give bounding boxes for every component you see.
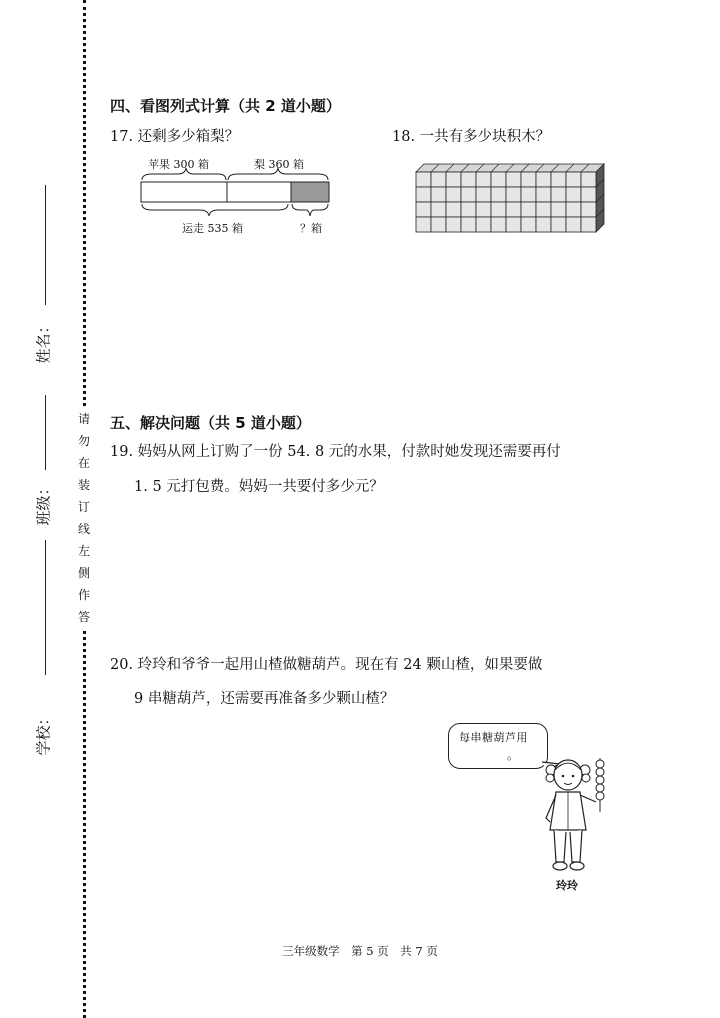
- block-cell: [521, 187, 536, 202]
- block-cell: [521, 202, 536, 217]
- block-cell: [506, 172, 521, 187]
- warning-char: 请: [77, 412, 90, 426]
- binding-warning: [70, 408, 98, 628]
- block-cell: [536, 172, 551, 187]
- block-cell: [551, 172, 566, 187]
- block-cell: [461, 202, 476, 217]
- warning-char: 侧: [77, 566, 90, 580]
- warning-char: 勿: [77, 434, 90, 448]
- block-cell: [521, 217, 536, 232]
- section4-title: 四、看图列式计算（共 2 道小题）: [110, 97, 341, 115]
- section5-title: 五、解决问题（共 5 道小题）: [110, 414, 311, 432]
- block-cell: [416, 217, 431, 232]
- unknown-label: ？箱: [300, 222, 322, 235]
- block-cell: [551, 202, 566, 217]
- block-cell: [416, 202, 431, 217]
- q17-diagram: [130, 152, 340, 242]
- block-cell: [506, 217, 521, 232]
- q20-line1: 20. 玲玲和爷爷一起用山楂做糖葫芦。现在有 24 颗山楂，如果要做: [110, 657, 543, 673]
- warning-char: 线: [77, 522, 90, 536]
- block-cell: [491, 202, 506, 217]
- block-cell: [551, 187, 566, 202]
- block-cell: [521, 172, 536, 187]
- name-label: 姓名：: [34, 318, 53, 364]
- block-cell: [491, 217, 506, 232]
- q18-text: 18. 一共有多少块积木？: [392, 129, 551, 145]
- block-cell: [446, 187, 461, 202]
- warning-char: 装: [77, 478, 90, 492]
- q19-line1: 19. 妈妈从网上订购了一份 54. 8 元的水果，付款时她发现还需要再付: [110, 444, 561, 460]
- class-blank-line: [45, 540, 46, 675]
- warning-char: 答: [77, 610, 90, 624]
- block-cell: [431, 202, 446, 217]
- block-cell: [536, 217, 551, 232]
- block-cell: [551, 217, 566, 232]
- block-cell: [581, 217, 596, 232]
- block-cell: [416, 172, 431, 187]
- block-cell: [566, 217, 581, 232]
- block-cell: [476, 172, 491, 187]
- block-cell: [506, 202, 521, 217]
- block-cell: [461, 187, 476, 202]
- block-cell: [566, 172, 581, 187]
- class-blank-line-top: [45, 395, 46, 470]
- warning-char: 订: [77, 500, 90, 514]
- block-cell: [476, 217, 491, 232]
- block-cell: [431, 172, 446, 187]
- block-cell: [581, 187, 596, 202]
- block-cell: [566, 202, 581, 217]
- block-cell: [446, 217, 461, 232]
- apple-label: 苹果 300 箱: [148, 158, 209, 171]
- block-cell: [446, 202, 461, 217]
- q19-line2: 1. 5 元打包费。妈妈一共要付多少元？: [134, 479, 384, 495]
- block-cell: [506, 187, 521, 202]
- block-cell: [416, 187, 431, 202]
- character-name: 玲玲: [556, 879, 578, 892]
- name-blank-line: [45, 185, 46, 305]
- warning-char: 在: [77, 456, 90, 470]
- block-cell: [581, 172, 596, 187]
- block-cell: [491, 172, 506, 187]
- moved-label: 运走 535 箱: [182, 222, 243, 235]
- page-footer: 三年级数学 第 5 页 共 7 页: [282, 944, 438, 958]
- block-cell: [431, 217, 446, 232]
- block-cell: [581, 202, 596, 217]
- block-cell: [476, 202, 491, 217]
- school-label: 学校：: [34, 710, 53, 756]
- warning-char: 作: [77, 588, 90, 602]
- class-label: 班级：: [34, 480, 53, 526]
- block-cell: [491, 187, 506, 202]
- bubble-text: 每串糖葫芦用: [459, 731, 528, 744]
- block-cell: [476, 187, 491, 202]
- q17-text: 17. 还剩多少箱梨？: [110, 129, 240, 145]
- block-cell: [536, 187, 551, 202]
- q20-line2: 9 串糖葫芦，还需要再准备多少颗山楂？: [134, 691, 395, 707]
- warning-char: 左: [77, 544, 90, 558]
- block-cell: [461, 217, 476, 232]
- q18-blocks-figure: [412, 160, 612, 240]
- block-cell: [446, 172, 461, 187]
- pear-label: 梨 360 箱: [254, 158, 304, 171]
- block-cell: [536, 202, 551, 217]
- bubble-end: 。: [507, 748, 520, 762]
- block-cell: [566, 187, 581, 202]
- block-cell: [431, 187, 446, 202]
- block-cell: [461, 172, 476, 187]
